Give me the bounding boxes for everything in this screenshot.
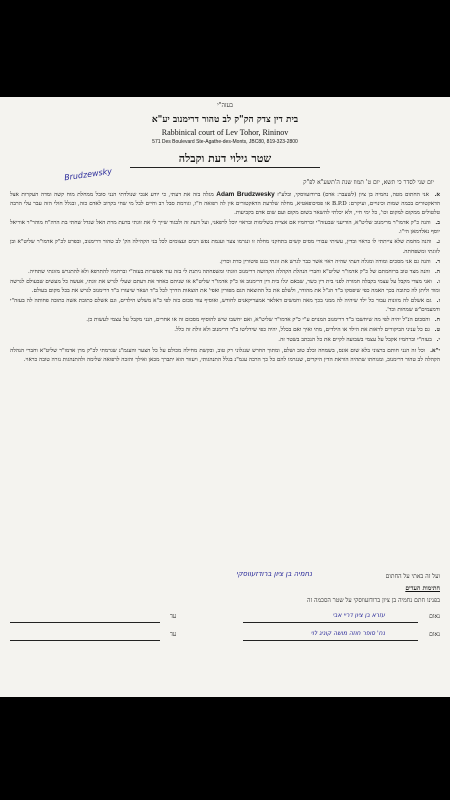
clause-text: והנה כ"ק אדמו"ר מרימנוב שליט"א, הודיעני שבעזה"י וברחמיו אם אציית בשלימות ובראוי יוכל לרפאני, ועל דעת זה ולבגוד שייך לי את זוגתי בדעת מרת האל שגדל שחתי בת הרה"ח מוהר"ר אוריאל יוסף נאלדמאן הי"ו.	[10, 220, 440, 236]
title-underline	[130, 167, 320, 168]
clause-text: וכל זה הנני חותם ברצוני בלא שום אונס, בשמחה ובלב טוב ושלם, ומתוך החרש שנגלוני רק טוב, ובקשת מחילה מכולם על כל הצער והעגמ"נ שגרמתי לכ"ק מרן אדמו"ר שליט"א וחברי הנהלה הקהלה לב טהור דרימנוב, ומנוחתו שתהיה הוראת הדין היקרים, שנגרמו להם כל כך הרבה עגמ"נ בגלל התנהגותי, ויעזור הוא יתברך מכאן ואילך והזכה לרפואה שלימה ולהתנהגות נזרה טובה כראוי.	[10, 347, 440, 363]
signer-handwritten-signature: נחמיה בן ציון ברודזעווסקי	[236, 570, 312, 578]
clause-1	[10, 190, 440, 218]
date-line: יום שני לסדר כי תשא, יום ט' תמוז שנת ה'תשע"א לפ"ק	[303, 179, 434, 186]
witnesses-statement: בפנינו חתם נחמיה בן ציון ברודזעווסקי על שטר הסכמה זה	[307, 597, 440, 604]
clause-text: בעזה"י וברחמיו אקבל על עצמי בשבועה לקיים את כל הנכתב בשטר זה.	[278, 337, 432, 344]
witness-suffix: עד	[170, 613, 177, 620]
witness-handwritten-name: עזרא בן ציון דריי אבי	[332, 612, 385, 619]
witness-secondary-line	[10, 640, 160, 641]
clause-text: גם אשלם לה מזונות עבור כל ילד שיהיה לה ממני בכך מאה וחמשים דאלאר אמעריקאנים לחודש, ואוסיף עוד סכום כזה לפי כ"א משלש הילדים, וגם אשלם כתובת אשה כתובה פחותה לה בעזה"י ודמעמים"ש שמחות וכד'.	[10, 298, 440, 314]
document-body	[10, 190, 440, 568]
witness-secondary-line	[10, 622, 160, 623]
clause-10	[10, 336, 440, 345]
clause-number: י"א.	[430, 347, 440, 354]
clause-text: והנה מצד טוב ברוחמתם של כ"ק אדמו"ר שליט"א וחברי הנהלת הקהלה הקדושה דרימנוב וזוגתי ומשפחתה ניתנת לי בזה עוד אפשרות בעזה"י וברחמיו להתרפא ולא להתגרש מזוגתי שתחיה.	[27, 268, 431, 275]
witness-row	[10, 613, 440, 625]
clause-6	[10, 278, 440, 296]
clause-number: ח.	[434, 317, 440, 324]
clause-number: י.	[436, 337, 440, 344]
signature-section	[10, 569, 440, 694]
clause-2	[10, 219, 440, 237]
clause-number: ג.	[436, 239, 440, 246]
signer-line: ועל זה באתי על החתום	[385, 573, 440, 580]
witness-signature-line	[243, 622, 418, 623]
clause-text: והנה מחמת שלא צייתתי לו כראוי ובדין, עשיתי עבורי מסים קשים בתחקני מחלה זו ונגרמו צער ועגמת נפש רבים ועצומים לכל בני הקהילה הק' לב טהור דרימנוב, ובפרט לכ"ק אדמו"ר שליט"א ובן לזוגתי ומשפחתה.	[10, 239, 440, 255]
clause-text-rest: מגלה בזה את דעתי, כי יודע אנכי שנולדתי הנני סובל ממחלת מוח קשה ומדה העקרות אצל הדאקטורים בכמה שמות וכינויים, ועיקרם: B.P.D או פסיכופאטיא, מחלה שלדעת הדאקטורים אין לה רפואה ח"ו, וגורמת סבל רב וחיים לכל מי שחי בקרוב לאדם כזה, ובגלל חולי הזה עבר עלי הרבה טלטולים ממקום למקום וכו', כל ימי חיי, ולא יכלתי להשאר בשום מקום ועם שום אדם בקביעות.	[10, 192, 440, 217]
clause-number: א.	[434, 192, 440, 198]
clause-4	[10, 258, 440, 267]
clause-11	[10, 347, 440, 365]
document-title: שטר גילוי דעת וקבלה	[178, 152, 272, 165]
clause-text: ואני מצדי מקבל על עצמי בקבלה חמורה לפני בית דין כשר, שבאם ינלו בית דין דרימנוב או כ"ק אדמו"ר שליט"א או שניהם כאחד את דעתם שעלי לגרש את זוגתי, אעשה כל מעשים שבעולם לגרשה ומוד וליתן לה כתובה בכך האמה כפי שיפסקו ב"ד הנ"ל את מהודר, ולשלם את כל ההוצאה הגם מפורין ואפי' את הוצאות הדרך לכל ב"ד ושאר שיעורו ב"ד דרימנוב לגרש את בכל מקום בעולם.	[10, 278, 440, 294]
clause-number: ו.	[436, 278, 440, 285]
witness-row	[10, 631, 440, 643]
clause-number: ז.	[436, 298, 440, 305]
clause-number: ה.	[434, 268, 440, 275]
clause-text: אני החתום מטה, נחמיה בן ציון (לשעבר: אדם) ברודזעווסקי, ובלע"ז	[277, 192, 429, 198]
witnesses-heading: חתימות העדים	[405, 585, 440, 592]
witness-handwritten-name: נח' סופר חוזה מושה קוניג לוי	[310, 630, 385, 637]
witness-signature-line	[243, 640, 418, 641]
signer-english-name: Adam Brudzwesky	[216, 191, 275, 198]
court-address: 571 Des Boulevard Ste-Agathe-des-Monts, JBC80, 819-323-2800	[152, 139, 298, 145]
witness-suffix: עד	[170, 631, 177, 638]
clause-number: ב.	[435, 220, 440, 227]
witness-prefix: נאום	[429, 631, 440, 638]
clause-3	[10, 238, 440, 256]
clause-number: ט.	[434, 327, 440, 334]
court-name-english: Rabbinical court of Lev Tohor, Rininov	[161, 128, 289, 137]
bsd-header: בעזה"י	[217, 102, 233, 109]
clause-number: ד.	[435, 258, 440, 265]
clause-5	[10, 268, 440, 277]
clause-7	[10, 297, 440, 315]
court-name-hebrew: בית דין צדק הק"ק לב טהור דרימנוב יע"א	[151, 115, 299, 125]
witness-prefix: נאום	[429, 613, 440, 620]
clause-8	[10, 316, 440, 325]
clause-text: גם כל עניני הביקורים לראות את הילד או הילדים, מתי ואיך ואם בכלל, יהיה כפי שידליטו ב"ד דרימנוב ולא זולת זה כלל.	[174, 327, 430, 334]
document-page	[0, 97, 450, 697]
handwritten-name-annotation: Brudzewsky	[63, 166, 113, 183]
clause-text: והסכום הנ"ל יהיה לפי מה שיחשבו ב"ד דרימנוב המנוים ע"י כ"ק אדמו"ר שליט"א, ואם יחשבו שיש להוסיף מסכום זה או אחרים, הנני מקבל על עצמי לעשות כן.	[86, 317, 430, 324]
clause-text: והנה גם אני מסכים ומודה ומגלה דעתי שהיה ראוי אשר כבר לגרש את זוגתי בגט פיטורין כדת וכדין.	[219, 258, 431, 265]
clause-9	[10, 326, 440, 335]
